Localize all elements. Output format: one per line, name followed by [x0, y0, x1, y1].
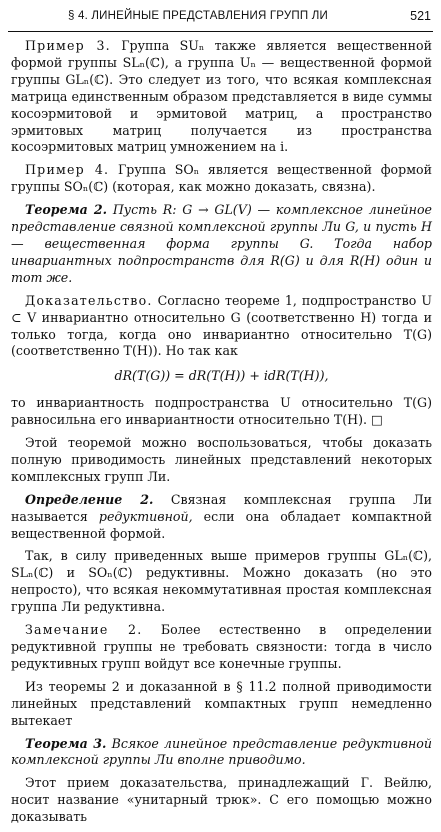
header-rule: [8, 31, 433, 32]
remark-2: [11, 622, 432, 673]
paragraph-application: Этой теоремой можно воспользоваться, чтобы доказать полную приводимость линейных представлений некоторых комплексных групп Ли.: [11, 435, 432, 484]
running-header: [0, 2, 441, 32]
example-4: [11, 162, 432, 196]
page-number: 521: [410, 9, 431, 23]
theorem-3-label: Теорема 3.: [25, 735, 107, 751]
proof-text: Согласно теореме 1, подпространство U ⊂ V инвариантно относительно G (соответственно H) тогда и только тогда, когда оно инвариантно относительно T(G) (соответственно T(H)). Но так как: [11, 292, 432, 359]
theorem-2: [11, 202, 432, 287]
header-title: § 4. ЛИНЕЙНЫЕ ПРЕДСТАВЛЕНИЯ ГРУПП ЛИ: [68, 10, 328, 22]
proof: [11, 293, 432, 361]
definition-2-text-a: Связная комплексная группа Ли называется: [11, 491, 432, 524]
example-4-label: Пример 4.: [25, 162, 110, 178]
paragraph-reductive-examples: Так, в силу приведенных выше примеров группы GLₙ(ℂ), SLₙ(ℂ) и SOₙ(ℂ) редуктивны. Можно доказать (но это непросто), что всякая некоммутативная простая комплексная группа Ли редуктивна.: [11, 548, 432, 615]
definition-2-label: Определение 2.: [25, 491, 154, 507]
example-4-text: Группа SOₙ является вещественной формой группы SOₙ(ℂ) (которая, как можно доказать, связна).: [11, 162, 432, 195]
theorem-2-text: Пусть R: G → GL(V) — комплексное линейное представление связной комплексной группы Ли G, и пусть H — вещественная форма группы G. Тогда набор инвариантных подпространств для R(G) и для R(H) один и тот же.: [11, 202, 432, 285]
definition-2: [11, 492, 432, 543]
page-body: [11, 38, 432, 832]
definition-2-text-b: если она обладает компактной вещественной формой.: [11, 508, 432, 541]
example-3-label: Пример 3.: [25, 38, 111, 53]
remark-2-label: Замечание 2.: [25, 622, 143, 638]
definition-2-term: редуктивной,: [98, 508, 193, 524]
display-formula: dR(T(G)) = dR(T(H)) + idR(T(H)),: [114, 368, 329, 384]
theorem-2-label: Теорема 2.: [25, 202, 108, 218]
paragraph-unitary-trick: Этот прием доказательства, принадлежащий Г. Вейлю, носит название «унитарный трюк». С его помощью можно доказывать: [11, 775, 432, 825]
example-3-text: Группа SUₙ также является вещественной формой группы SLₙ(ℂ), а группа Uₙ — вещественной формой группы GLₙ(ℂ). Это следует из того, что всякая комплексная матрица единственным образом представляется в виде суммы косоэрмитовой и эрмитовой матриц, а пространство эрмитовых матриц получается из пространства косоэрмитовых матриц умножением на i.: [11, 38, 432, 155]
proof-label: Доказательство.: [25, 292, 153, 308]
theorem-3: [11, 736, 432, 770]
example-3: [11, 38, 432, 156]
theorem-3-text: Всякое линейное представление редуктивной комплексной группы Ли вполне приводимо.: [11, 735, 432, 768]
paragraph-corollary-intro: Из теоремы 2 и доказанной в § 11.2 полной приводимости линейных представлений компактных групп немедленно вытекает: [11, 678, 432, 728]
remark-2-text: Более естественно в определении редуктивной группы не требовать связности: тогда в число редуктивных групп войдут все конечные группы.: [11, 622, 432, 671]
proof-continuation: то инвариантность подпространства U относительно T(G) равносильна его инвариантности относительно T(H). □: [11, 395, 432, 428]
